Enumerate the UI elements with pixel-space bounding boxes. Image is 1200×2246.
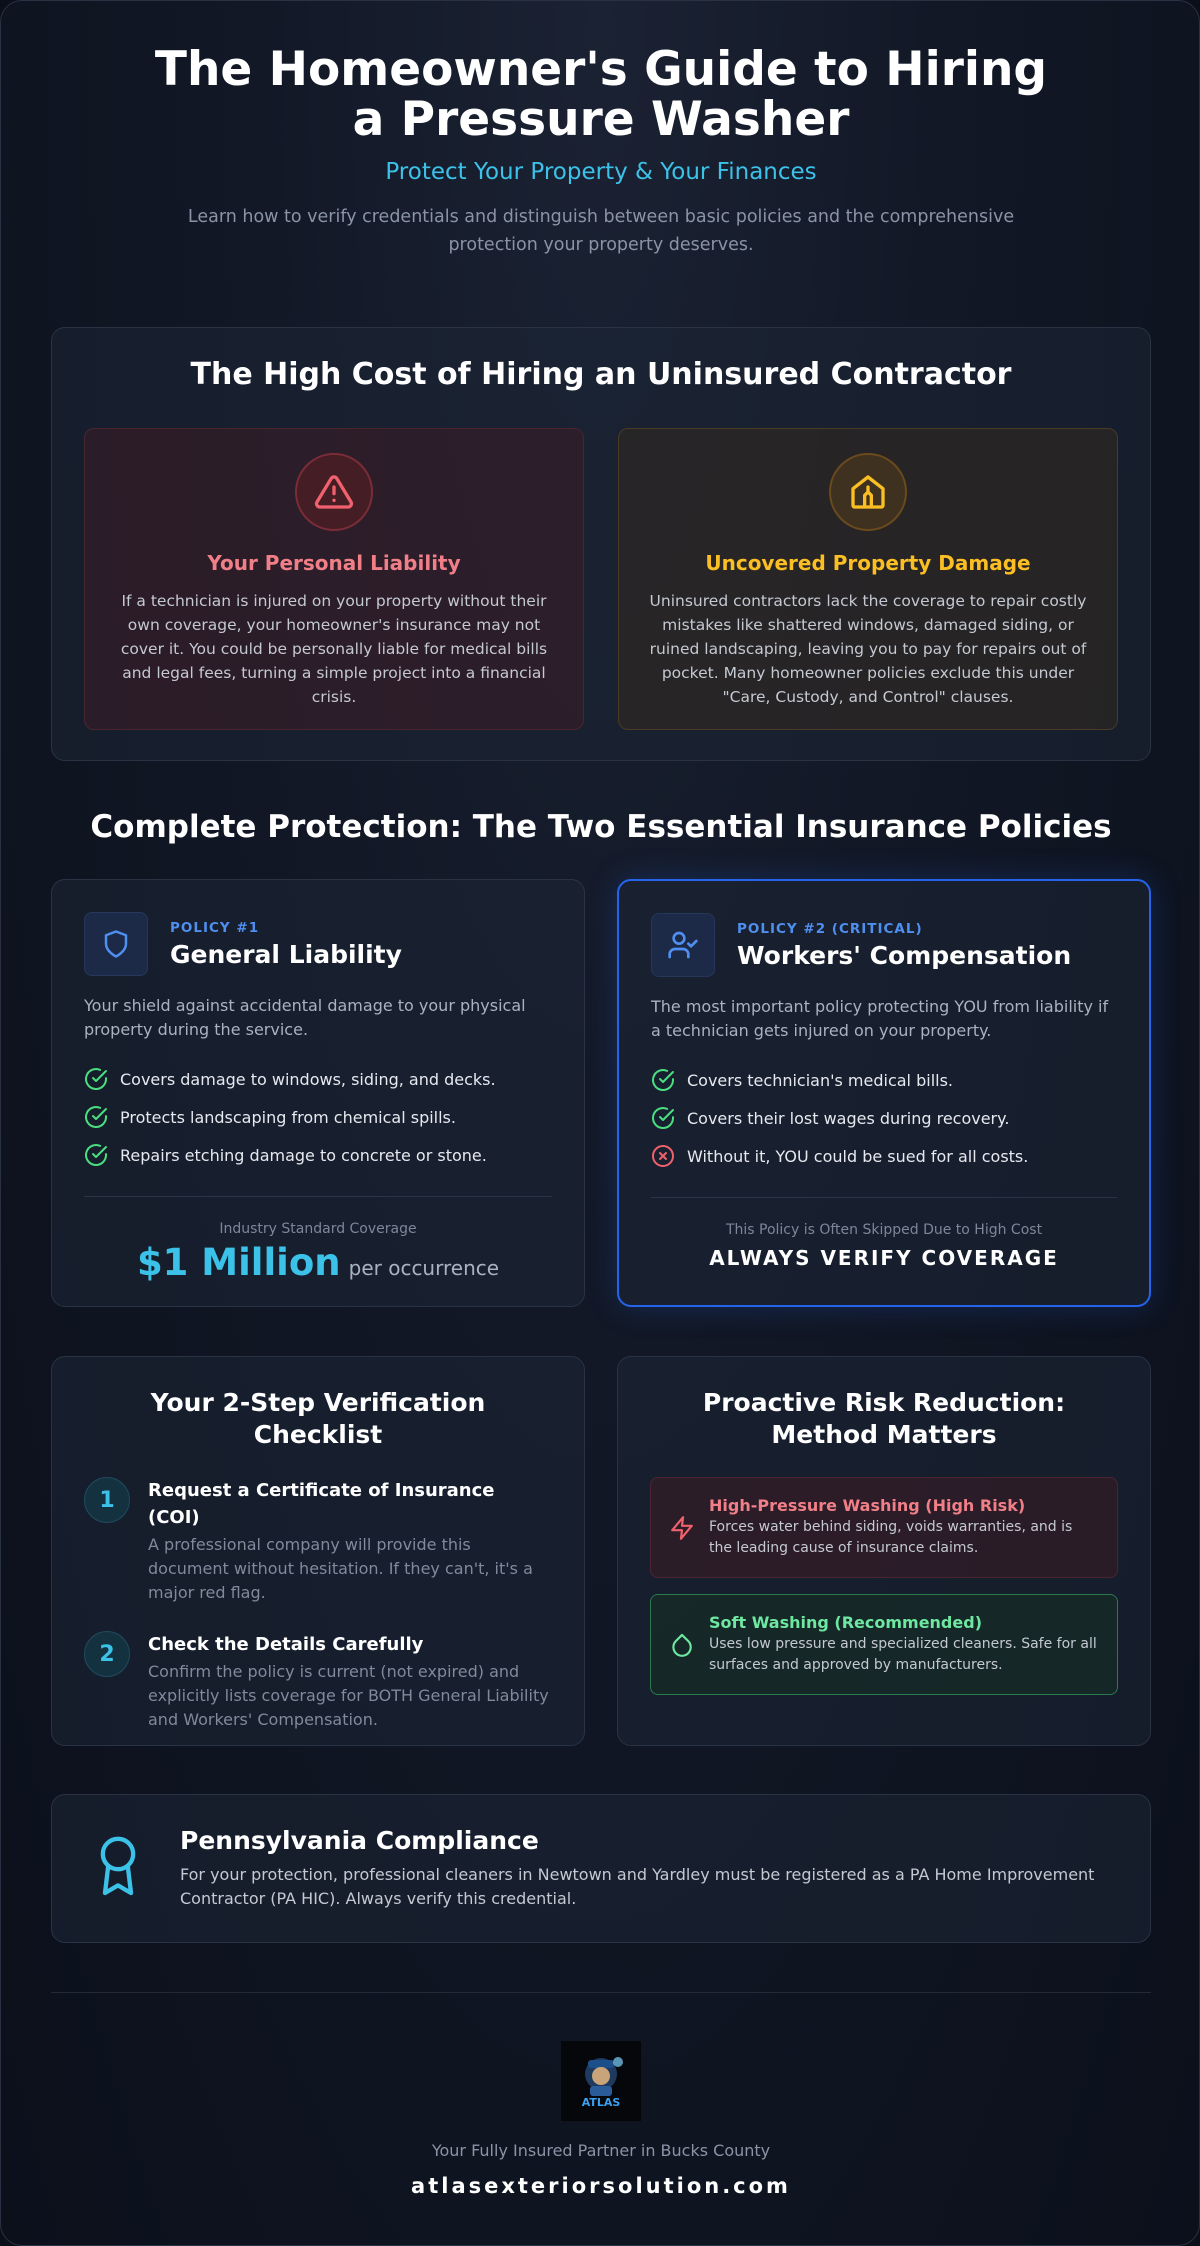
hero (1, 42, 1200, 259)
policy-name: Workers' Compensation (737, 940, 1072, 970)
coverage-caption: Industry Standard Coverage (219, 1221, 417, 1237)
list-item: Covers technician's medical bills. (651, 1061, 1117, 1099)
compliance-title: Pennsylvania Compliance (180, 1826, 539, 1855)
policy-name: General Liability (170, 939, 402, 969)
page-subtitle: Protect Your Property & Your Finances (385, 159, 817, 185)
pa-compliance (51, 1794, 1151, 1943)
card-text: If a technician is injured on your property without their own coverage, your homeowner's insurance may not cover it. You could be personally liable for medical bills and legal fees, turning a simple project into a financial crisis. (120, 592, 548, 706)
card-title: Your Personal Liability (207, 551, 461, 575)
x-circle-icon (651, 1144, 675, 1168)
list-item: Protects landscaping from chemical spills. (84, 1098, 552, 1136)
policy-benefits (651, 1061, 1117, 1175)
option-text: Forces water behind siding, voids warranties, and is the leading cause of insurance claims. (709, 1519, 1073, 1556)
shield-icon (84, 912, 148, 976)
footer (1, 2041, 1200, 2198)
checklist-step (84, 1631, 552, 1732)
option-text: Uses low pressure and specialized cleaners. Safe for all surfaces and approved by manufacturers. (709, 1636, 1097, 1673)
step-text: A professional company will provide this document without hesitation. If they can't, it's a major red flag. (148, 1535, 533, 1602)
step-text: Confirm the policy is current (not expired) and explicitly lists coverage for BOTH General Liability and Workers' Compensation. (148, 1662, 549, 1729)
policy-benefits (84, 1060, 552, 1174)
list-item: Repairs etching damage to concrete or stone. (84, 1136, 552, 1174)
house-damage-icon (829, 453, 907, 531)
card-text: Uninsured contractors lack the coverage to repair costly mistakes like shattered windows, damaged siding, or ruined landscaping, leaving you to pay for repairs out of pocket. Many homeowner policies exclude this under "Care, Custody, and Control" clauses. (649, 592, 1087, 706)
soft-wash-option (650, 1594, 1118, 1695)
page-lead: Learn how to verify credentials and distinguish between basic policies and the comprehensive protection your property deserves. (187, 207, 1015, 255)
user-check-icon (651, 913, 715, 977)
policy-description: The most important policy protecting YOU from liability if a technician gets injured on your property. (651, 997, 1109, 1040)
coverage-unit: per occurrence (348, 1256, 500, 1280)
verify-callout: ALWAYS VERIFY COVERAGE (709, 1246, 1059, 1270)
section-title: The High Cost of Hiring an Uninsured Contractor (190, 357, 1012, 392)
option-title: High-Pressure Washing (High Risk) (709, 1496, 1026, 1515)
verify-summary (651, 1222, 1117, 1270)
card-title: Uncovered Property Damage (705, 551, 1031, 575)
method-section (617, 1356, 1151, 1746)
lightning-icon (669, 1496, 709, 1559)
footer-divider (51, 1992, 1151, 1993)
page-title: The Homeowner's Guide to Hiring a Pressure Washer (154, 42, 1048, 147)
section-title: Proactive Risk Reduction: Method Matters (702, 1388, 1066, 1449)
footer-tagline: Your Fully Insured Partner in Bucks County (431, 2141, 771, 2160)
svg-text:ATLAS: ATLAS (581, 2096, 621, 2109)
award-ribbon-icon (92, 1834, 144, 1904)
property-damage-card (618, 428, 1118, 730)
policy-tag: POLICY #2 (CRITICAL) (737, 920, 923, 937)
section-title: Your 2-Step Verification Checklist (150, 1388, 486, 1449)
divider (84, 1196, 552, 1197)
step-number: 2 (84, 1631, 130, 1677)
step-number: 1 (84, 1477, 130, 1523)
option-title: Soft Washing (Recommended) (709, 1613, 982, 1632)
general-liability-card (51, 879, 585, 1307)
list-item: Without it, YOU could be sued for all costs. (651, 1137, 1117, 1175)
checklist-step (84, 1477, 552, 1605)
protection-title: Complete Protection: The Two Essential Insurance Policies (90, 809, 1112, 845)
compliance-text: For your protection, professional cleaners in Newtown and Yardley must be registered as a PA Home Improvement Contractor (PA HIC). Always verify this credential. (180, 1865, 1095, 1908)
divider (651, 1197, 1117, 1198)
check-circle-icon (84, 1143, 108, 1167)
warning-triangle-icon (295, 453, 373, 531)
list-item: Covers damage to windows, siding, and decks. (84, 1060, 552, 1098)
check-circle-icon (651, 1106, 675, 1130)
uninsured-cost-section (51, 327, 1151, 761)
website-link[interactable]: atlasexteriorsolution.com (411, 2174, 791, 2198)
verification-checklist (51, 1356, 585, 1746)
verify-caption: This Policy is Often Skipped Due to High Cost (725, 1222, 1043, 1238)
step-title: Check the Details Carefully (148, 1634, 424, 1655)
check-circle-icon (84, 1067, 108, 1091)
check-circle-icon (651, 1068, 675, 1092)
personal-liability-card (84, 428, 584, 730)
step-title: Request a Certificate of Insurance (COI) (148, 1480, 495, 1528)
policy-tag: POLICY #1 (170, 919, 260, 936)
atlas-logo (561, 2041, 641, 2121)
coverage-summary (84, 1221, 552, 1284)
high-pressure-option (650, 1477, 1118, 1578)
workers-comp-card (617, 879, 1151, 1307)
droplet-icon (669, 1613, 709, 1676)
check-circle-icon (84, 1105, 108, 1129)
list-item: Covers their lost wages during recovery. (651, 1099, 1117, 1137)
policy-description: Your shield against accidental damage to your physical property during the service. (84, 996, 526, 1039)
coverage-amount: $1 Million (136, 1241, 341, 1284)
